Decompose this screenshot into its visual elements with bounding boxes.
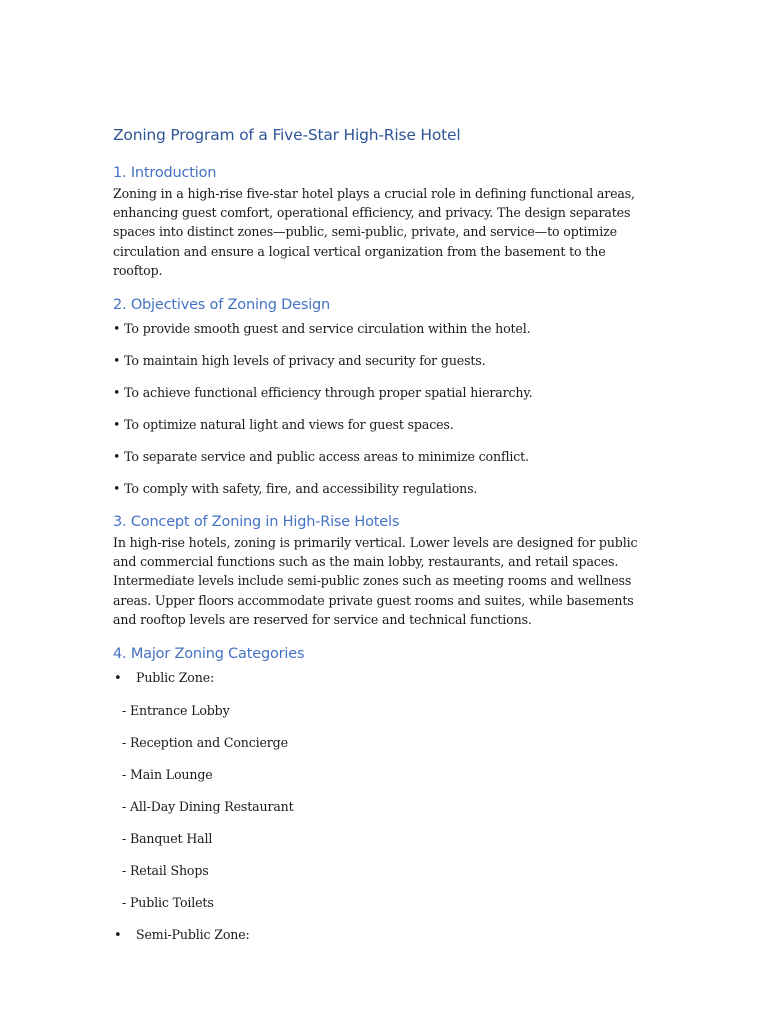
section-categories (113, 643, 658, 944)
zone-sub-item: - Retail Shops (122, 863, 209, 879)
document-title: Zoning Program of a Five-Star High-Rise Hotel (113, 126, 461, 144)
category-label: Semi-Public Zone: (136, 927, 250, 943)
introduction-paragraph: Zoning in a high-rise five-star hotel plays a crucial role in defining functional areas, enhancing guest comfort, operational efficiency, and privacy. The design separates spaces into distinct zones—public, semi-public, private, and service—to optimize circulation and ensure a logical vertical organization from the basement to the rooftop. (113, 186, 635, 278)
objective-item: • To provide smooth guest and service circulation within the hotel. (113, 321, 531, 337)
objective-item: • To comply with safety, fire, and accessibility regulations. (113, 481, 478, 497)
section-concept (113, 511, 658, 629)
bullet-icon: • (114, 671, 122, 687)
section-introduction (113, 162, 658, 280)
zone-sub-item: - All-Day Dining Restaurant (122, 799, 294, 815)
section-heading-categories: 4. Major Zoning Categories (113, 646, 305, 663)
zone-sub-item: - Main Lounge (122, 767, 213, 783)
zone-sub-item: - Reception and Concierge (122, 735, 288, 751)
category-item-public-zone (113, 670, 658, 687)
section-heading-concept: 3. Concept of Zoning in High-Rise Hotels (113, 514, 400, 531)
category-item-semi-public-zone (113, 927, 658, 944)
bullet-icon: • (114, 928, 122, 944)
objective-item: • To achieve functional efficiency through proper spatial hierarchy. (113, 385, 533, 401)
objective-item: • To maintain high levels of privacy and security for guests. (113, 353, 486, 369)
objective-item: • To separate service and public access areas to minimize conflict. (113, 449, 529, 465)
zone-sub-item: - Public Toilets (122, 895, 214, 911)
zone-sub-item: - Banquet Hall (122, 831, 213, 847)
section-objectives (113, 294, 658, 497)
document-page (113, 124, 658, 960)
zone-sub-item: - Entrance Lobby (122, 703, 230, 719)
concept-paragraph: In high-rise hotels, zoning is primarily vertical. Lower levels are designed for public and commercial functions such as the main lobby, restaurants, and retail spaces. Intermediate levels include semi-public zones such as meeting rooms and wellness areas. Upper floors accommodate private guest rooms and suites, while basements and rooftop levels are reserved for service and technical functions. (113, 535, 638, 627)
section-heading-introduction: 1. Introduction (113, 165, 217, 181)
objective-item: • To optimize natural light and views for guest spaces. (113, 417, 454, 433)
section-heading-objectives: 2. Objectives of Zoning Design (113, 297, 331, 314)
category-label: Public Zone: (136, 670, 215, 686)
